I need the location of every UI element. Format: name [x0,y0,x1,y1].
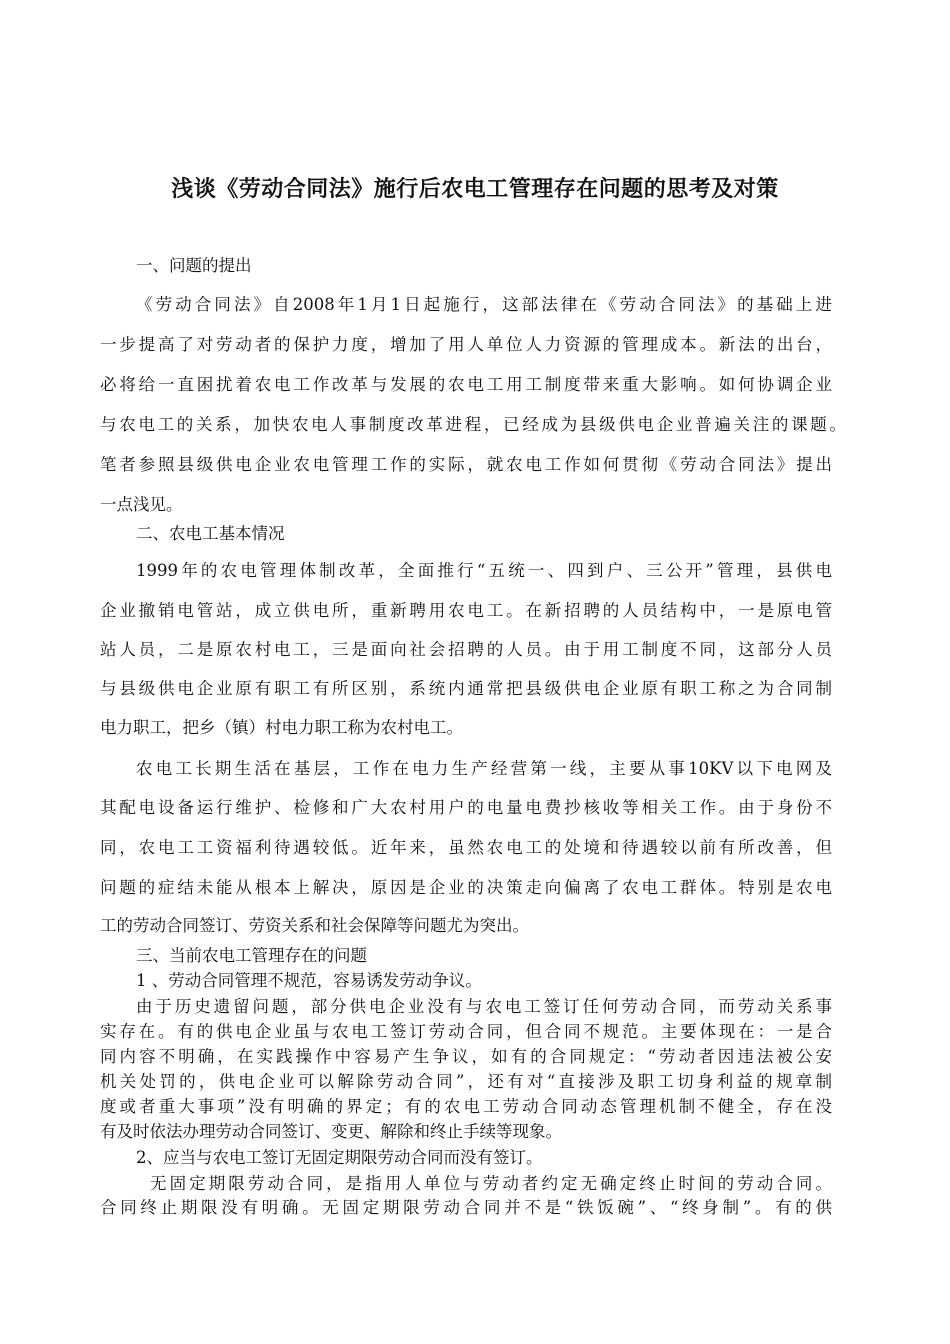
document-title: 浅谈《劳动合同法》施行后农电工管理存在问题的思考及对策 [171,176,779,202]
paragraph-line: 其配电设备运行维护、检修和广大农村用户的电量电费抄核收等相关工作。由于身份不 [100,798,832,817]
section-heading: 三、当前农电工管理存在的问题 [136,946,367,965]
paragraph-line: 农电工长期生活在基层，工作在电力生产经营第一线，主要从事10KV以下电网及 [136,759,832,778]
paragraph-line: 站人员，二是原农村电工，三是面向社会招聘的人员。由于用工制度不同，这部分人员 [100,640,832,659]
paragraph-line: 企业撤销电管站，成立供电所，重新聘用农电工。在新招聘的人员结构中，一是原电管 [100,601,832,620]
section-heading: 一、问题的提出 [136,256,252,275]
paragraph-line: 实存在。有的供电企业虽与农电工签订劳动合同，但合同不规范。主要体现在：一是合 [100,1022,832,1041]
paragraph-line: 笔者参照县级供电企业农电管理工作的实际，就农电工作如何贯彻《劳动合同法》提出 [100,455,832,474]
paragraph-line: 与县级供电企业原有职工有所区别，系统内通常把县级供电企业原有职工称之为合同制 [100,679,832,698]
paragraph-line: 机关处罚的，供电企业可以解除劳动合同”，还有对“直接涉及职工切身利益的规章制 [100,1072,832,1091]
paragraph-line: 无固定期限劳动合同，是指用人单位与劳动者约定无确定终止时间的劳动合同。 [150,1174,832,1193]
paragraph-line: 与农电工的关系，加快农电人事制度改革进程，已经成为县级供电企业普遍关注的课题。 [100,415,846,434]
paragraph-line: 1999年的农电管理体制改革，全面推行“五统一、四到户、三公开”管理，县供电 [136,561,832,580]
paragraph-line: 同内容不明确，在实践操作中容易产生争议，如有的合同规定：“劳动者因违法被公安 [100,1047,832,1066]
paragraph-line: 有及时依法办理劳动合同签订、变更、解除和终止手续等现象。 [100,1122,562,1141]
paragraph-line: 一点浅见。 [100,495,183,514]
paragraph-line: 一步提高了对劳动者的保护力度，增加了用人单位人力资源的管理成本。新法的出台， [100,335,832,354]
paragraph-line: 合同终止期限没有明确。无固定期限劳动合同并不是“铁饭碗”、“终身制”。有的供 [100,1198,832,1217]
paragraph-line: 问题的症结未能从根本上解决，原因是企业的决策走向偏离了农电工群体。特别是农电 [100,878,832,897]
paragraph-line: 《劳动合同法》自2008年1月1日起施行，这部法律在《劳动合同法》的基础上进 [136,295,832,314]
paragraph-line: 必将给一直困扰着农电工作改革与发展的农电工用工制度带来重大影响。如何协调企业 [100,375,832,394]
subsection-heading: 2、应当与农电工签订无固定期限劳动合同而没有签订。 [136,1148,543,1167]
paragraph-line: 由于历史遗留问题，部分供电企业没有与农电工签订任何劳动合同，而劳动关系事 [136,997,832,1016]
paragraph-line: 度或者重大事项”没有明确的界定；有的农电工劳动合同动态管理机制不健全，存在没 [100,1097,832,1116]
subsection-heading: 1 、劳动合同管理不规范，容易诱发劳动争议。 [136,971,482,990]
paragraph-line: 工的劳动合同签订、劳资关系和社会保障等问题尤为突出。 [100,916,529,935]
section-heading: 二、农电工基本情况 [136,524,285,543]
paragraph-line: 同，农电工工资福利待遇较低。近年来，虽然农电工的处境和待遇较以前有所改善，但 [100,838,832,857]
paragraph-line: 电力职工，把乡（镇）村电力职工称为农村电工。 [100,718,463,737]
